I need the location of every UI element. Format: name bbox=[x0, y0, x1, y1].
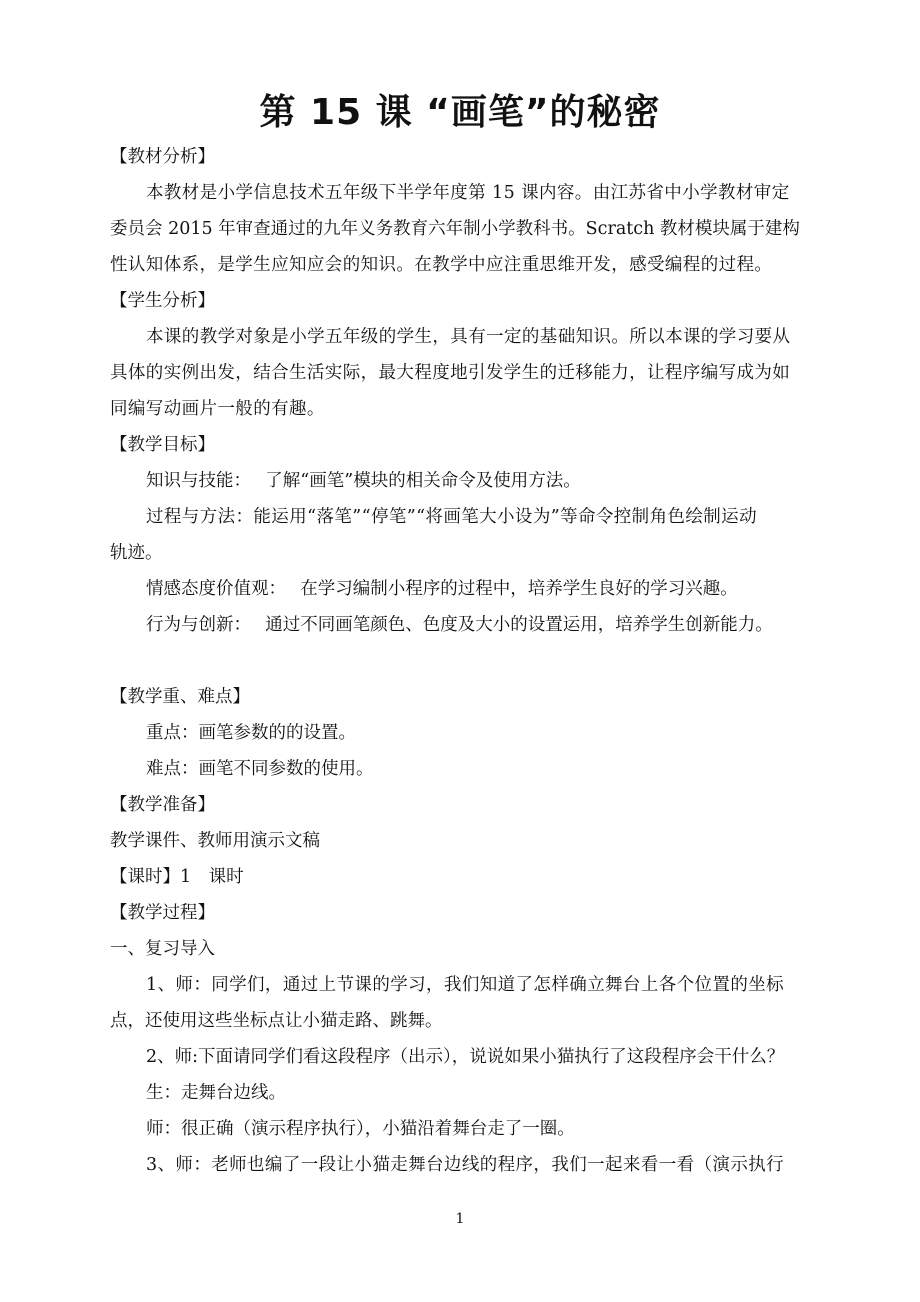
section-heading-teaching-goals: 【教学目标】 bbox=[110, 435, 215, 455]
section-heading-class-hours: 【课时】1 课时 bbox=[110, 867, 244, 887]
page-number: 1 bbox=[455, 1211, 465, 1227]
goal-knowledge-skills: 知识与技能： 了解“画笔”模块的相关命令及使用方法。 bbox=[146, 471, 581, 491]
paragraph-line: 生：走舞台边线。 bbox=[146, 1083, 286, 1103]
section-heading-material-analysis: 【教材分析】 bbox=[110, 147, 215, 167]
paragraph-line: 委员会 2015 年审查通过的九年义务教育六年制小学教科书。Scratch 教材模块属于建构 bbox=[110, 219, 800, 239]
paragraph-line: 1、师：同学们，通过上节课的学习，我们知道了怎样确立舞台上各个位置的坐标 bbox=[146, 975, 785, 995]
paragraph-line: 2、师:下面请同学们看这段程序（出示），说说如果小猫执行了这段程序会干什么？ bbox=[146, 1047, 785, 1067]
paragraph-line: 本课的教学对象是小学五年级的学生，具有一定的基础知识。所以本课的学习要从 bbox=[146, 327, 791, 347]
paragraph-line: 轨迹。 bbox=[110, 543, 163, 563]
paragraph-line: 3、师：老师也编了一段让小猫走舞台边线的程序，我们一起来看一看（演示执行 bbox=[146, 1155, 785, 1175]
preparation-text: 教学课件、教师用演示文稿 bbox=[110, 831, 320, 851]
key-point: 重点：画笔参数的的设置。 bbox=[146, 723, 356, 743]
goal-behavior-innovation: 行为与创新： 通过不同画笔颜色、色度及大小的设置运用，培养学生创新能力。 bbox=[146, 615, 773, 635]
section-heading-teaching-process: 【教学过程】 bbox=[110, 903, 215, 923]
paragraph-line: 师：很正确（演示程序执行），小猫沿着舞台走了一圈。 bbox=[146, 1119, 575, 1139]
paragraph-line: 同编写动画片一般的有趣。 bbox=[110, 399, 325, 419]
subsection-heading-review: 一、复习导入 bbox=[110, 939, 215, 959]
goal-process-methods: 过程与方法：能运用“落笔”“停笔”“将画笔大小设为”等命令控制角色绘制运动 bbox=[146, 507, 757, 527]
paragraph-line: 具体的实例出发，结合生活实际，最大程度地引发学生的迁移能力，让程序编写成为如 bbox=[110, 363, 791, 383]
difficult-point: 难点：画笔不同参数的使用。 bbox=[146, 759, 374, 779]
paragraph-line: 本教材是小学信息技术五年级下半学年度第 15 课内容。由江苏省中小学教材审定 bbox=[146, 183, 790, 203]
paragraph-line: 点，还使用这些坐标点让小猫走路、跳舞。 bbox=[110, 1011, 443, 1031]
section-heading-student-analysis: 【学生分析】 bbox=[110, 291, 215, 311]
page-title: 第 15 课 “画笔”的秘密 bbox=[259, 92, 661, 133]
section-heading-key-points: 【教学重、难点】 bbox=[110, 687, 250, 707]
goal-attitudes-values: 情感态度价值观： 在学习编制小程序的过程中，培养学生良好的学习兴趣。 bbox=[146, 579, 738, 599]
paragraph-line: 性认知体系，是学生应知应会的知识。在教学中应注重思维开发，感受编程的过程。 bbox=[110, 255, 773, 275]
section-heading-preparation: 【教学准备】 bbox=[110, 795, 215, 815]
